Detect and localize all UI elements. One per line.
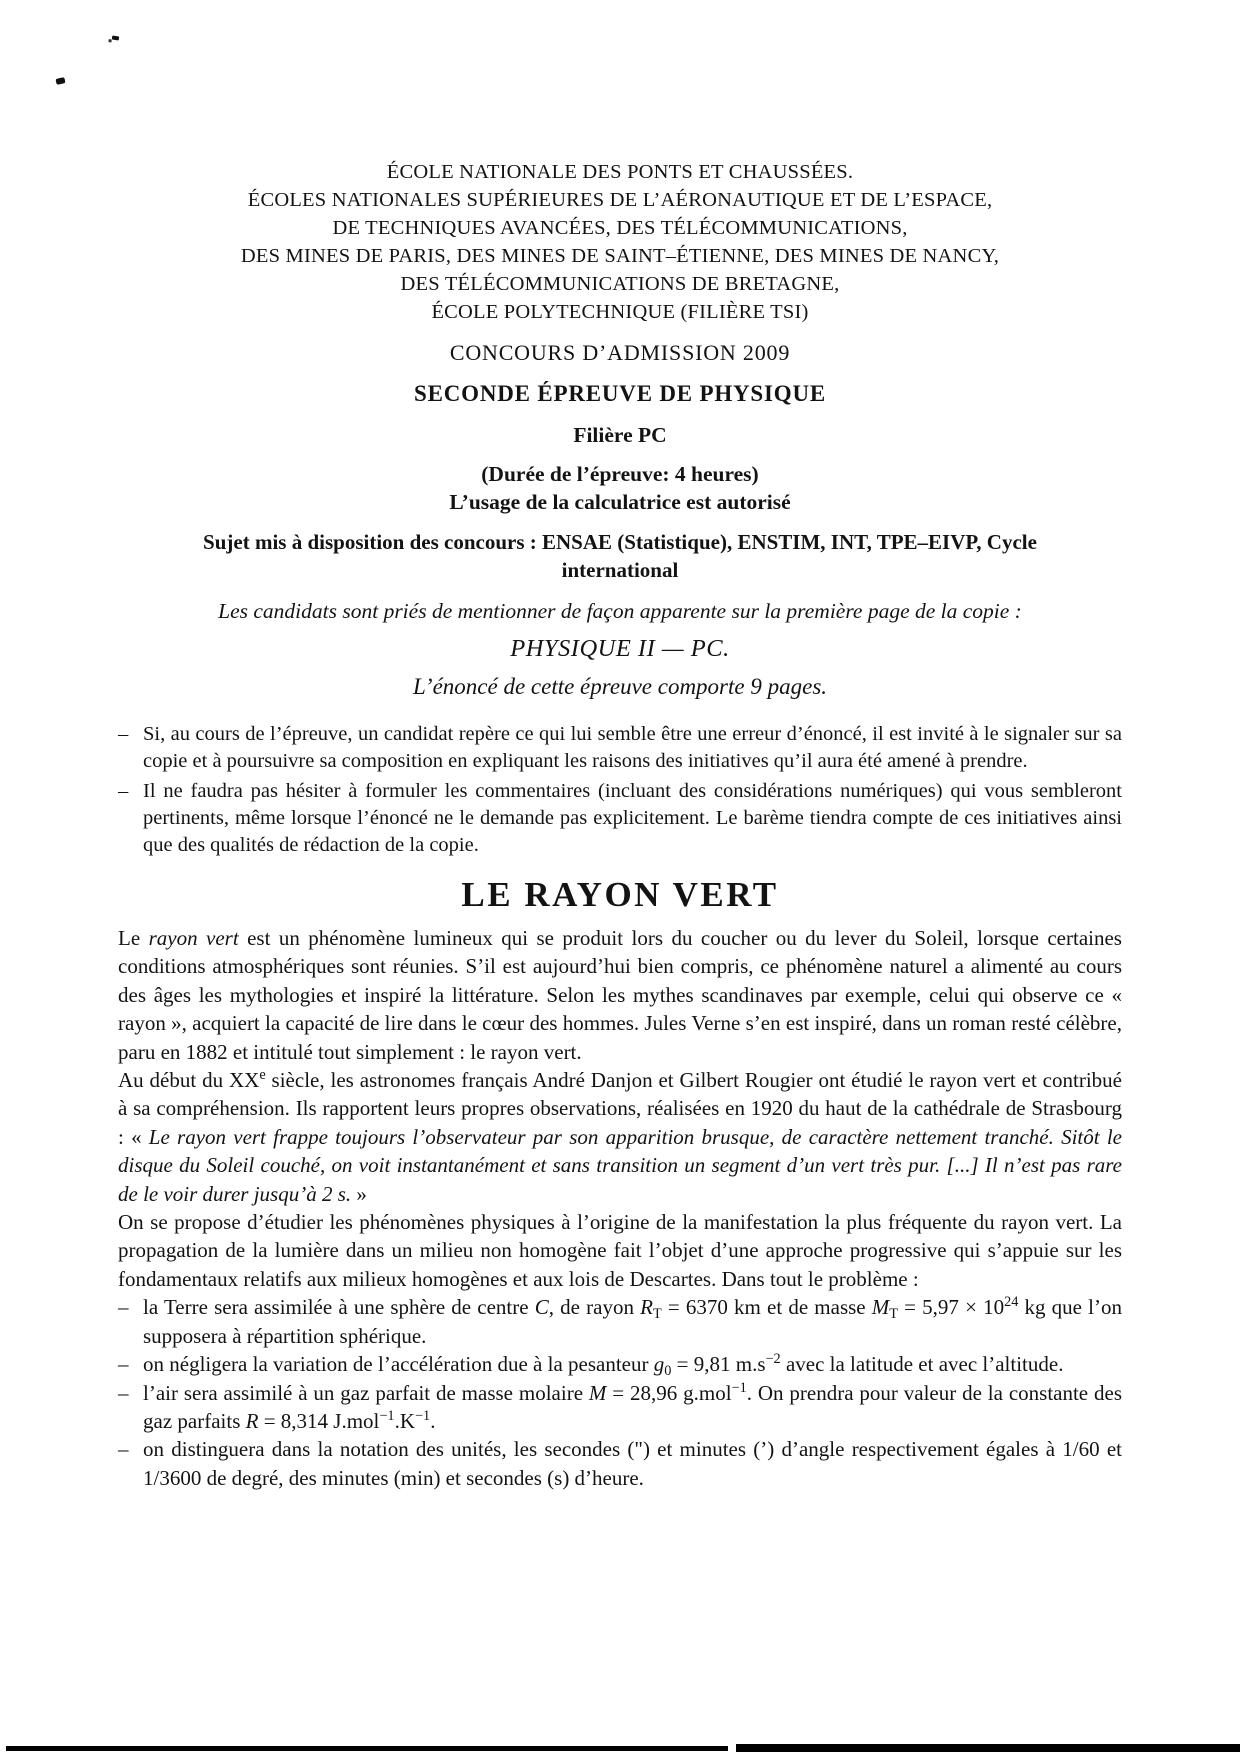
paragraph: On se propose d’étudier les phénomènes physiques à l’origine de la manifestation la plus fréquente du rayon vert. La propagation de la lumière dans un milieu non homogène fait l’objet d’une approche progressive qui s’appuie sur les fondamentaux relatifs aux milieux homogènes et aux lois de Descartes. Dans tout le problème : xyxy=(118,1210,1122,1291)
scan-speck xyxy=(112,36,119,41)
paragraph: Au début du XXe siècle, les astronomes français André Danjon et Gilbert Rougier ont étudié le rayon vert et contribué à sa compréhension. Ils rapportent leurs propres observations, réalisées en 1920 du haut de la cathédrale de Strasbourg : « Le rayon vert frappe toujours l’observateur par son apparition brusque, de caractère nettement tranché. Sitôt le disque du Soleil couché, on voit instantanément et sans transition un segment d’un vert très pur. [...] Il n’est pas rare de le voir durer jusqu’à 2 s. » xyxy=(118,1067,1122,1206)
scan-artifact-bar xyxy=(736,1744,1240,1752)
concours-line: CONCOURS D’ADMISSION 2009 xyxy=(449,340,791,365)
intro-paragraphs xyxy=(118,924,1122,1293)
scan-artifact-bar xyxy=(6,1746,728,1751)
header-line: ÉCOLE NATIONALE DES PONTS ET CHAUSSÉES. xyxy=(386,161,854,183)
problem-item xyxy=(118,1350,1122,1378)
bullet-dash: – xyxy=(118,723,129,745)
instruction-text: Il ne faudra pas hésiter à formuler les commentaires (incluant des considérations numériques) qui vous sembleront pertinents, même lorsque l’énoncé ne le demande pas explicitement. Le barème tiendra compte de ces initiatives ainsi que des qualités de rédaction de la copie. xyxy=(143,780,1122,856)
problem-item-text: la Terre sera assimilée à une sphère de centre C, de rayon RT = 6370 km et de masse MT = $5,97 \times 10^{24}$ kg que l’on supposera à répartition sphérique. xyxy=(143,1294,1122,1348)
problem-item xyxy=(118,1379,1122,1436)
paragraph: Le rayon vert est un phénomène lumineux qui se produit lors du coucher ou du lever du Soleil, lorsque certaines conditions atmosphériques sont réunies. S’il est aujourd’hui bien compris, ce phénomène naturel a alimenté au cours des âges les mythologies et inspiré la littérature. Selon les mythes scandinaves par exemple, celui qui observe ce « rayon », acquiert la capacité de lire dans le cœur des hommes. Jules Verne s’en est inspiré, dans un roman resté célèbre, paru en 1882 et intitulé tout simplement : le rayon vert. xyxy=(118,926,1122,1064)
duree-block xyxy=(0,460,1240,516)
calculatrice-line: L’usage de la calculatrice est autorisé xyxy=(449,490,791,514)
epreuve-title: SECONDE ÉPREUVE DE PHYSIQUE xyxy=(413,381,827,406)
pages-notice: L’énoncé de cette épreuve comporte 9 pages. xyxy=(412,674,828,699)
header-line: DES TÉLÉCOMMUNICATIONS DE BRETAGNE, xyxy=(400,273,840,295)
header-line: DES MINES DE PARIS, DES MINES DE SAINT–ÉTIENNE, DES MINES DE NANCY, xyxy=(240,245,1000,267)
problem-item-text: on négligera la variation de l’accélération due à la pesanteur g0 = 9,81 $m.s^{-2}$ avec la latitude et avec l’altitude. xyxy=(143,1351,1064,1380)
problem-item xyxy=(118,1293,1122,1350)
document-title: LE RAYON VERT xyxy=(461,875,779,914)
scan-speck xyxy=(55,77,65,85)
sujet-line-1: Sujet mis à disposition des concours : ENSAE (Statistique), ENSTIM, INT, TPE–EIVP, Cycle xyxy=(203,530,1037,554)
header-line: DE TECHNIQUES AVANCÉES, DES TÉLÉCOMMUNICATIONS, xyxy=(332,217,908,239)
subject-label: PHYSIQUE II — PC. xyxy=(510,635,730,662)
header-line: ÉCOLES NATIONALES SUPÉRIEURES DE L’AÉRONAUTIQUE ET DE L’ESPACE, xyxy=(247,189,993,211)
sujet-block xyxy=(0,528,1240,584)
candidates-notice: Les candidats sont priés de mentionner de façon apparente sur la première page de la copie : xyxy=(218,599,1022,623)
bullet-dash: – xyxy=(118,1380,129,1405)
instruction-text: Si, au cours de l’épreuve, un candidat repère ce qui lui semble être une erreur d’énoncé, il est invité à le signaler sur sa copie et à poursuivre sa composition en expliquant les raisons des initiatives qu’il aura été amené à prendre. xyxy=(143,723,1122,772)
duree-line: (Durée de l’épreuve: 4 heures) xyxy=(481,462,759,486)
sujet-line-2: international xyxy=(561,558,679,582)
problem-item-text: l’air sera assimilé à un gaz parfait de masse molaire M = 28,96 g.mol$^{-1}$. On prendra pour valeur de la constante des gaz parfaits R = 8,314 $J.mol^{-1}.K^{-1}$. xyxy=(143,1379,1122,1433)
bullet-dash: – xyxy=(118,1437,129,1462)
bullet-dash: – xyxy=(118,1352,129,1377)
instruction-item xyxy=(118,721,1122,775)
school-header xyxy=(0,158,1240,326)
header-line: ÉCOLE POLYTECHNIQUE (FILIÈRE TSI) xyxy=(431,301,809,323)
bullet-dash: – xyxy=(118,1295,129,1320)
instruction-list xyxy=(118,721,1122,859)
problem-assumption-list xyxy=(118,1293,1122,1492)
filiere-line: Filière PC xyxy=(573,423,667,447)
bullet-dash: – xyxy=(118,780,129,802)
problem-item xyxy=(118,1435,1122,1492)
instruction-item xyxy=(118,778,1122,859)
problem-item-text: on distinguera dans la notation des unités, les secondes (") et minutes (’) d’angle respectivement égales à 1/60 et 1/3600 de degré, des minutes (min) et secondes (s) d’heure. xyxy=(143,1437,1122,1490)
